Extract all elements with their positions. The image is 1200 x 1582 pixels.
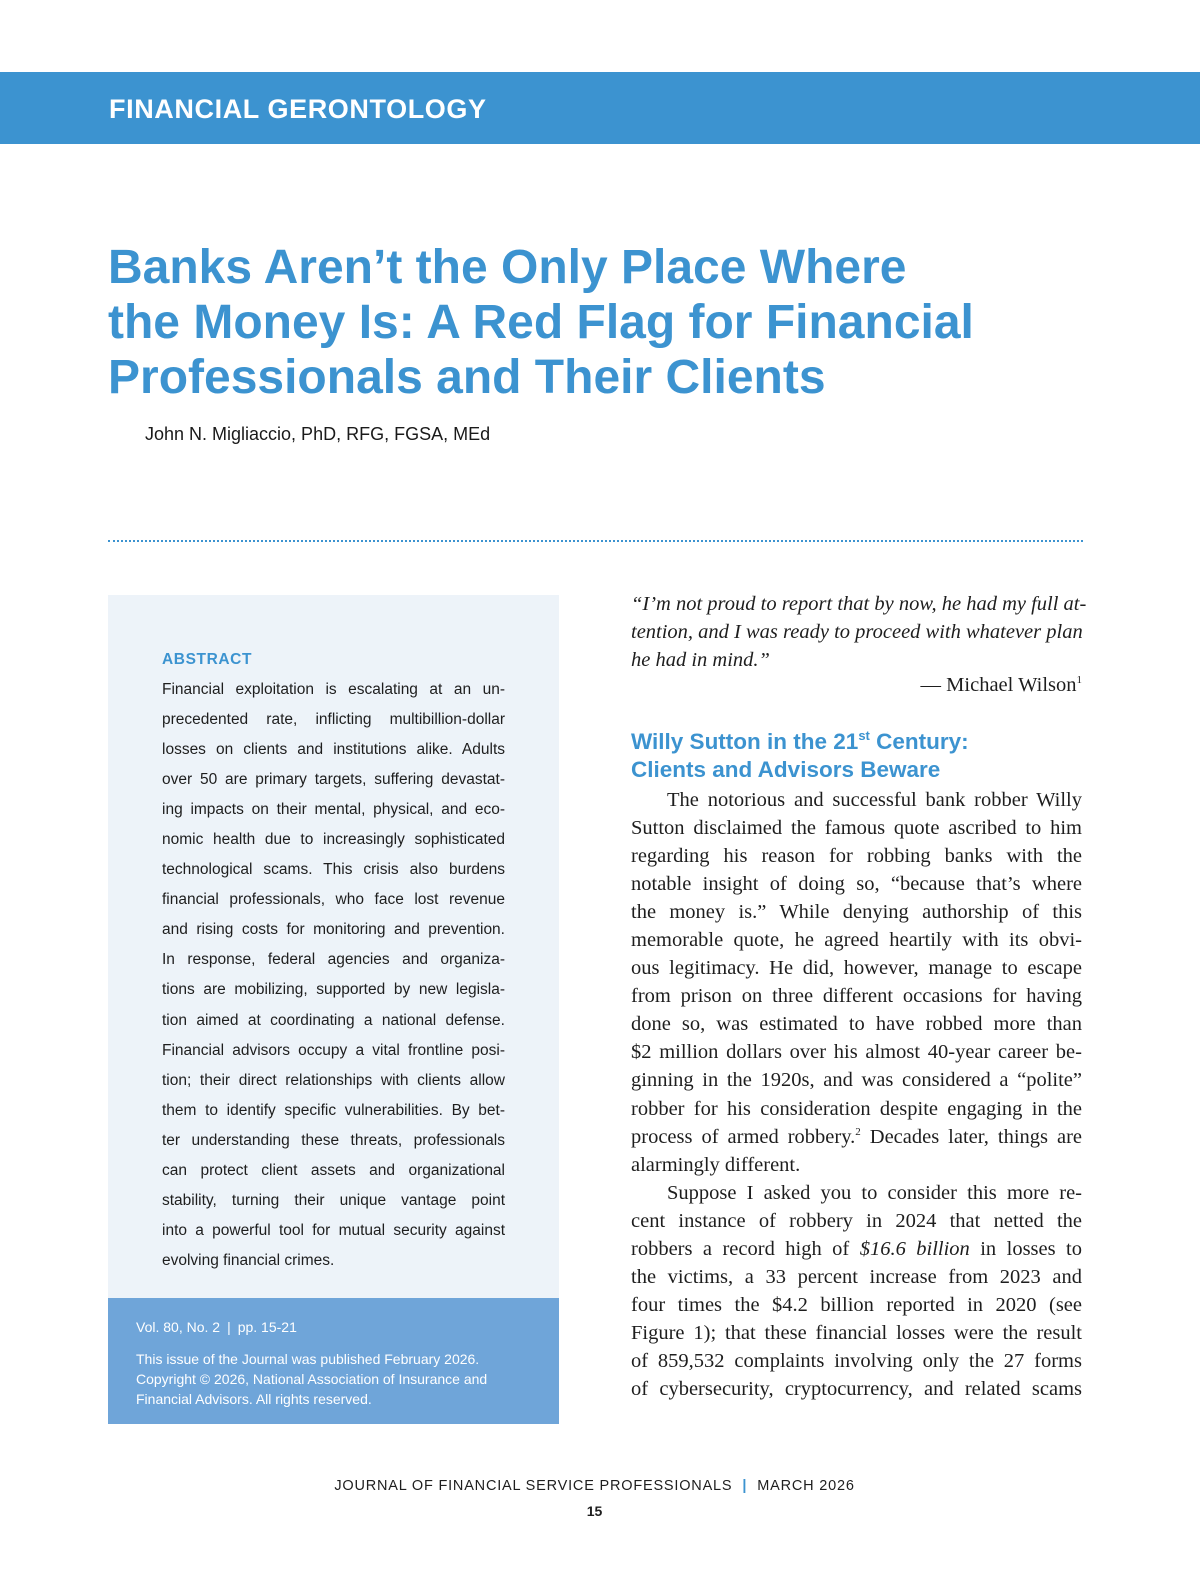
issue-date: MARCH 2026 [757, 1478, 855, 1494]
abstract-line: tions are mobilizing, supported by new legisla- [162, 981, 505, 999]
journal-name: JOURNAL OF FINANCIAL SERVICE PROFESSIONALS [334, 1478, 733, 1494]
abstract-line: and rising costs for monitoring and prevention. [162, 921, 505, 939]
abstract-line: can protect client assets and organizational [162, 1161, 505, 1179]
abstract-line: financial professionals, who face lost revenue [162, 891, 505, 909]
running-footer [0, 1478, 1189, 1494]
abstract-line: over 50 are primary targets, suffering devastat- [162, 771, 505, 789]
body-line: memorable quote, he agreed heartily with its obvi- [631, 929, 1082, 952]
body-line: alarmingly different. [631, 1153, 801, 1176]
copyright-notice [136, 1349, 536, 1409]
page-number: 15 [586, 1503, 603, 1519]
section-heading [631, 728, 1082, 784]
abstract-line: precedented rate, inflicting multibillion-dollar [162, 711, 505, 729]
abstract-line: losses on clients and institutions alike. Adults [162, 741, 505, 759]
body-line: of cybersecurity, cryptocurrency, and related scams [631, 1377, 1082, 1400]
body-line: the money is.” While denying authorship of this [631, 901, 1082, 924]
footnote-marker: 1 [1076, 674, 1082, 686]
emphasis-amount: $16.6 billion [859, 1237, 970, 1260]
body-text [631, 786, 1082, 1403]
body-text-run: robbers a record high of [631, 1237, 860, 1260]
body-line: Suppose I asked you to consider this more re- [667, 1181, 1082, 1204]
body-line: Figure 1); that these financial losses were the result [631, 1321, 1082, 1344]
section-heading-line: Clients and Advisors Beware [631, 757, 941, 782]
footnote-marker: 2 [855, 1125, 861, 1138]
abstract-line: In response, federal agencies and organiza- [162, 951, 505, 969]
footer-separator: | [742, 1478, 748, 1494]
article-title [108, 240, 1008, 405]
author-byline: John N. Migliaccio, PhD, RFG, FGSA, MEd [145, 424, 491, 444]
volume-info [136, 1319, 297, 1335]
abstract-line: ing impacts on their mental, physical, and eco- [162, 801, 505, 819]
abstract-line: tion aimed at coordinating a national defense. [162, 1011, 505, 1029]
abstract-line: evolving financial crimes. [162, 1251, 335, 1269]
body-line: ous legitimacy. He did, however, manage to escape [631, 957, 1082, 980]
heading-text: Century: [869, 729, 969, 754]
abstract-line: stability, turning their unique vantage point [162, 1191, 505, 1209]
body-line: done so, was estimated to have robbed more than [631, 1013, 1082, 1036]
body-line: $2 million dollars over his almost 40-year career be- [631, 1041, 1082, 1064]
body-text-run: Decades later, things are [860, 1125, 1083, 1148]
body-line: The notorious and successful bank robber Willy [667, 789, 1082, 811]
page-range: pp. 15-21 [237, 1319, 297, 1335]
abstract-text [162, 675, 505, 1276]
quote-line: tention, and I was ready to proceed with whatever plan [631, 621, 1083, 643]
attribution-text: — Michael Wilson [920, 674, 1077, 696]
abstract-heading: ABSTRACT [162, 651, 253, 668]
abstract-line: ter understanding these threats, professionals [162, 1131, 505, 1149]
abstract-line: Financial exploitation is escalating at an un- [162, 681, 505, 698]
body-text-run: in losses to [969, 1237, 1082, 1260]
body-line [631, 1235, 1082, 1263]
body-line: notable insight of doing so, “because that’s where [631, 873, 1082, 896]
copyright-line: Financial Advisors. All rights reserved. [136, 1391, 372, 1407]
abstract-line: into a powerful tool for mutual security against [162, 1221, 505, 1239]
volume-separator: | [227, 1319, 231, 1335]
section-heading-line [631, 728, 1082, 756]
body-line: from prison on three different occasions for having [631, 985, 1082, 1008]
body-line: ginning in the 1920s, and was considered a “polite” [631, 1069, 1082, 1092]
quote-line: he had in mind.” [631, 649, 770, 671]
title-line: Banks Aren’t the Only Place Where [108, 241, 907, 294]
body-text-run: process of armed robbery. [631, 1125, 856, 1148]
title-line: the Money Is: A Red Flag for Financial [108, 296, 974, 349]
copyright-line: Copyright © 2026, National Association of Insurance and [136, 1371, 488, 1387]
body-line: regarding his reason for robbing banks with the [631, 845, 1082, 868]
dotted-divider [108, 540, 1083, 542]
abstract-line: tion; their direct relationships with clients allow [162, 1071, 505, 1089]
title-line: Professionals and Their Clients [108, 351, 826, 404]
body-line: four times the $4.2 billion reported in 2020 (see [631, 1293, 1082, 1316]
section-label: FINANCIAL GERONTOLOGY [109, 94, 487, 124]
volume-number: Vol. 80, No. 2 [136, 1319, 221, 1335]
body-line: cent instance of robbery in 2024 that netted the [631, 1209, 1082, 1232]
abstract-line: them to identify specific vulnerabilities. By bet- [162, 1101, 505, 1119]
body-line: Sutton disclaimed the famous quote ascribed to him [631, 817, 1082, 840]
body-line [631, 1123, 1082, 1151]
body-line: of 859,532 complaints involving only the 27 forms [631, 1349, 1082, 1372]
body-line: the victims, a 33 percent increase from 2023 and [631, 1265, 1082, 1288]
abstract-line: nomic health due to increasingly sophisticated [162, 831, 505, 849]
epigraph-quote [631, 590, 1087, 674]
abstract-line: technological scams. This crisis also burdens [162, 861, 505, 879]
epigraph-attribution [631, 674, 1082, 697]
ordinal-suffix: st [858, 728, 870, 743]
body-line: robber for his consideration despite engaging in the [631, 1097, 1082, 1120]
quote-line: “I’m not proud to report that by now, he had my full at- [631, 593, 1087, 615]
abstract-line: Financial advisors occupy a vital frontline posi- [162, 1041, 505, 1059]
heading-text: Willy Sutton in the 21 [631, 729, 859, 754]
copyright-line: This issue of the Journal was published February 2026. [136, 1351, 480, 1367]
